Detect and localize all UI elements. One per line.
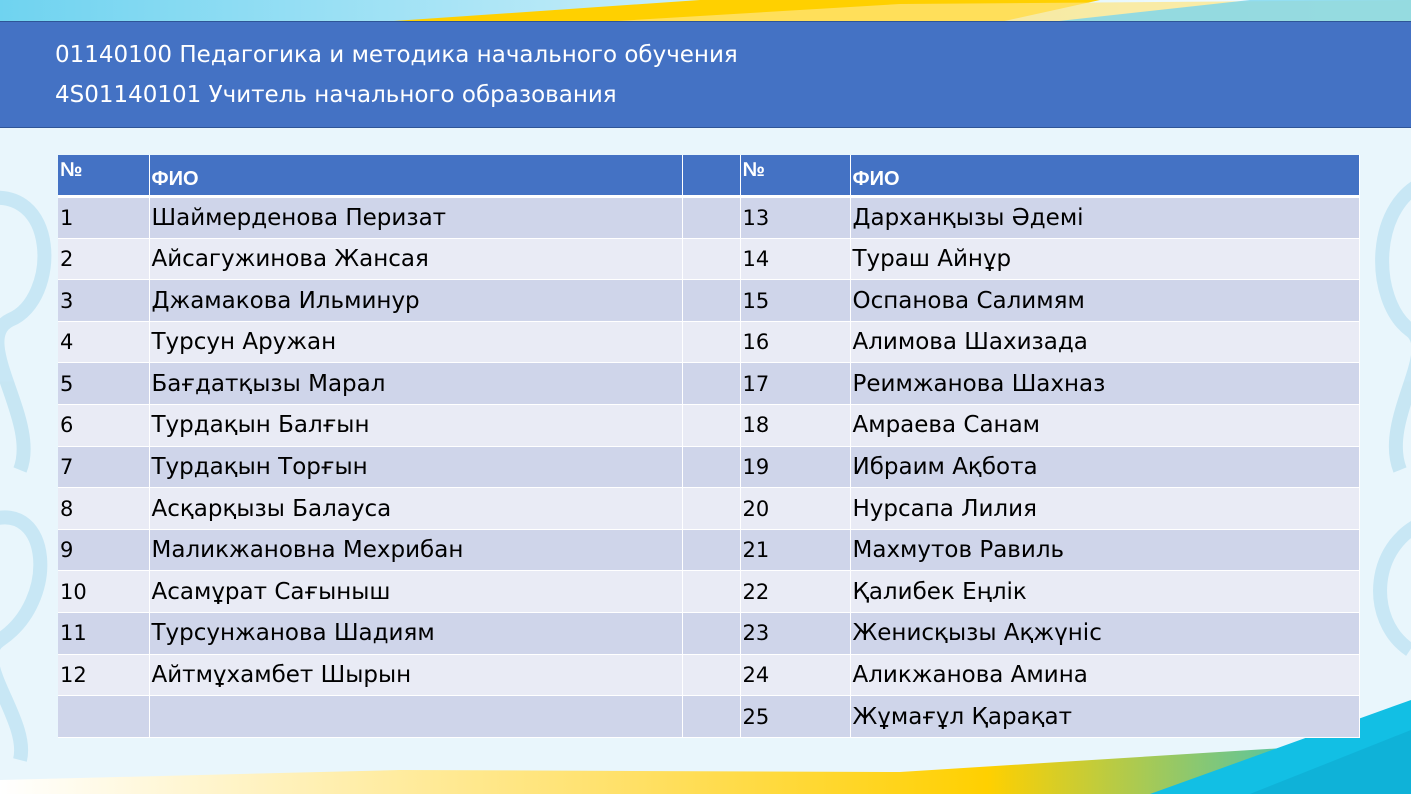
- table-row: [58, 363, 1359, 405]
- student-name: Шаймерденова Перизат: [149, 197, 682, 239]
- table-row: [58, 197, 1359, 239]
- student-number: 20: [740, 488, 850, 530]
- student-name: Женисқызы Ақжүніс: [850, 613, 1359, 655]
- student-number: 25: [740, 696, 850, 738]
- student-number: 4: [58, 321, 149, 363]
- student-number: 18: [740, 405, 850, 447]
- gap-cell: [682, 488, 740, 530]
- table-row: [58, 613, 1359, 655]
- student-number: 13: [740, 197, 850, 239]
- student-name: Ибраим Ақбота: [850, 446, 1359, 488]
- student-number: 16: [740, 321, 850, 363]
- title-banner: [0, 21, 1411, 128]
- student-name: Айтмұхамбет Шырын: [149, 654, 682, 696]
- table-header-row: [58, 155, 1359, 197]
- gap-cell: [682, 321, 740, 363]
- gap-cell: [682, 696, 740, 738]
- left-num-header: №: [58, 155, 149, 197]
- qualification-title: 4S01140101 Учитель начального образования: [55, 82, 617, 108]
- student-number: 17: [740, 363, 850, 405]
- student-number: 10: [58, 571, 149, 613]
- table-row: [58, 321, 1359, 363]
- student-number: 1: [58, 197, 149, 239]
- student-name: [149, 696, 682, 738]
- student-number: 7: [58, 446, 149, 488]
- student-number: 11: [58, 613, 149, 655]
- gap-cell: [682, 446, 740, 488]
- student-name: Асқарқызы Балауса: [149, 488, 682, 530]
- student-number: 21: [740, 529, 850, 571]
- student-name: Турсунжанова Шадиям: [149, 613, 682, 655]
- student-name: Асамұрат Сағыныш: [149, 571, 682, 613]
- student-number: 19: [740, 446, 850, 488]
- student-number: 23: [740, 613, 850, 655]
- table-row: [58, 529, 1359, 571]
- student-number: 24: [740, 654, 850, 696]
- table-row: [58, 488, 1359, 530]
- student-name: Қалибек Еңлік: [850, 571, 1359, 613]
- student-number: 3: [58, 280, 149, 322]
- table-row: [58, 280, 1359, 322]
- student-number: 9: [58, 529, 149, 571]
- student-number: 8: [58, 488, 149, 530]
- student-name: Айсагужинова Жансая: [149, 238, 682, 280]
- student-name: Нурсапа Лилия: [850, 488, 1359, 530]
- student-name: Маликжановна Мехрибан: [149, 529, 682, 571]
- table-row: [58, 446, 1359, 488]
- table-row: [58, 571, 1359, 613]
- student-name: Реимжанова Шахназ: [850, 363, 1359, 405]
- student-number: 6: [58, 405, 149, 447]
- student-number: 5: [58, 363, 149, 405]
- student-name: Жұмағұл Қарақат: [850, 696, 1359, 738]
- student-name: Амраева Санам: [850, 405, 1359, 447]
- gap-header: [682, 155, 740, 197]
- table-row: [58, 654, 1359, 696]
- student-number: 12: [58, 654, 149, 696]
- student-name: Дарханқызы Әдемі: [850, 197, 1359, 239]
- table-row: [58, 405, 1359, 447]
- student-name: Махмутов Равиль: [850, 529, 1359, 571]
- student-name: Оспанова Салимям: [850, 280, 1359, 322]
- student-name: Бағдатқызы Марал: [149, 363, 682, 405]
- student-name: Аликжанова Амина: [850, 654, 1359, 696]
- gap-cell: [682, 571, 740, 613]
- left-name-header: ФИО: [149, 155, 682, 197]
- student-name: Алимова Шахизада: [850, 321, 1359, 363]
- table-row: [58, 238, 1359, 280]
- gap-cell: [682, 197, 740, 239]
- gap-cell: [682, 363, 740, 405]
- gap-cell: [682, 654, 740, 696]
- student-number: 14: [740, 238, 850, 280]
- student-name: Турсун Аружан: [149, 321, 682, 363]
- student-number: 22: [740, 571, 850, 613]
- specialty-title: 01140100 Педагогика и методика начального обучения: [55, 42, 738, 68]
- student-table: [58, 155, 1360, 738]
- student-number: 15: [740, 280, 850, 322]
- right-num-header: №: [740, 155, 850, 197]
- gap-cell: [682, 613, 740, 655]
- student-number: 2: [58, 238, 149, 280]
- student-name: Тураш Айнұр: [850, 238, 1359, 280]
- student-number: [58, 696, 149, 738]
- right-name-header: ФИО: [850, 155, 1359, 197]
- table-row: [58, 696, 1359, 738]
- student-name: Турдақын Торғын: [149, 446, 682, 488]
- student-name: Турдақын Балғын: [149, 405, 682, 447]
- gap-cell: [682, 280, 740, 322]
- gap-cell: [682, 529, 740, 571]
- gap-cell: [682, 405, 740, 447]
- student-name: Джамакова Ильминур: [149, 280, 682, 322]
- gap-cell: [682, 238, 740, 280]
